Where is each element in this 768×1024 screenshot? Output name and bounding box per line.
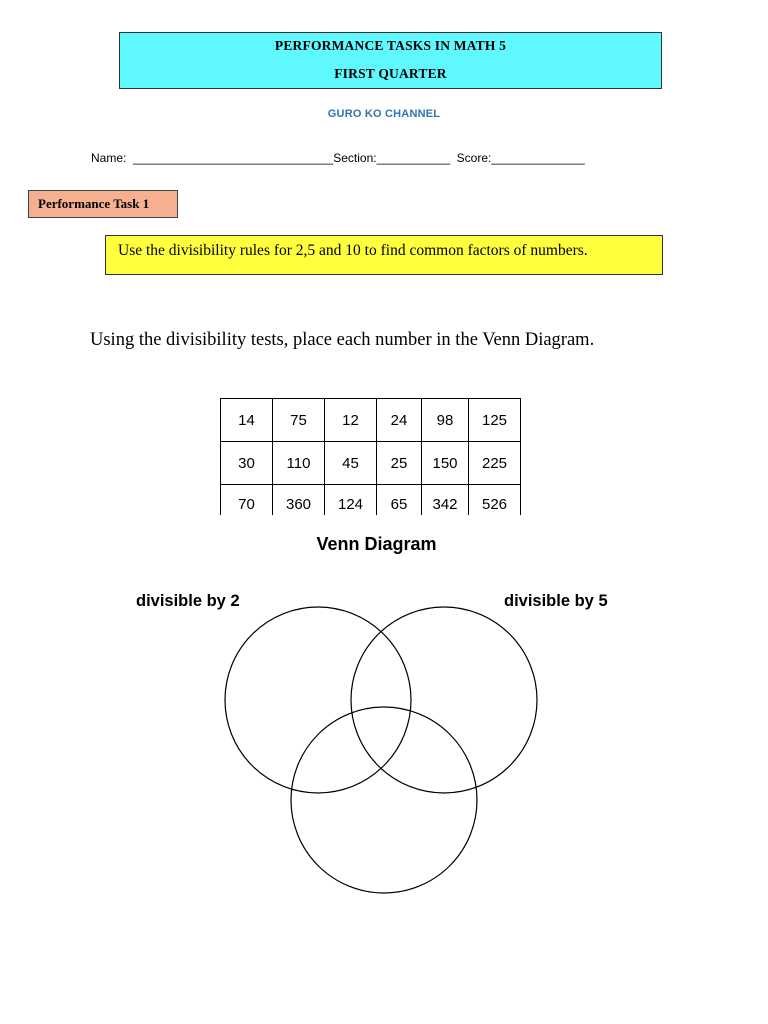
venn-circle-right <box>351 607 537 793</box>
instruction-box: Use the divisibility rules for 2,5 and 10 to find common factors of numbers. <box>105 235 663 275</box>
table-row <box>221 399 521 442</box>
table-cell: 12 <box>325 399 377 442</box>
table-cell: 150 <box>422 442 469 485</box>
table-cell: 75 <box>273 399 325 442</box>
table-cell: 30 <box>221 442 273 485</box>
task-label: Performance Task 1 <box>28 190 178 218</box>
numbers-table <box>220 398 521 515</box>
table-cell: 98 <box>422 399 469 442</box>
name-section-score-line: Name: ______________________________Section:___________ Score:______________ <box>91 151 585 165</box>
table-row <box>221 442 521 485</box>
header-box <box>119 32 662 89</box>
table-cell: 526 <box>469 485 521 516</box>
numbers-table-container <box>215 394 535 515</box>
table-cell: 124 <box>325 485 377 516</box>
directions-text: Using the divisibility tests, place each number in the Venn Diagram. <box>90 330 595 350</box>
table-cell: 125 <box>469 399 521 442</box>
channel-name: GURO KO CHANNEL <box>327 108 441 120</box>
header-title-line1: PERFORMANCE TASKS IN MATH 5 <box>274 38 507 53</box>
table-cell: 45 <box>325 442 377 485</box>
table-cell: 65 <box>377 485 422 516</box>
venn-title: Venn Diagram <box>316 534 437 554</box>
table-cell: 360 <box>273 485 325 516</box>
table-cell: 110 <box>273 442 325 485</box>
header-title-line2: FIRST QUARTER <box>334 66 447 81</box>
table-cell: 70 <box>221 485 273 516</box>
venn-circle-bottom <box>291 707 477 893</box>
table-cell: 24 <box>377 399 422 442</box>
venn-label-right: divisible by 5 <box>504 592 608 610</box>
table-cell: 225 <box>469 442 521 485</box>
venn-circle-left <box>225 607 411 793</box>
table-cell: 25 <box>377 442 422 485</box>
table-row <box>221 485 521 516</box>
table-cell: 342 <box>422 485 469 516</box>
venn-label-left: divisible by 2 <box>136 592 240 610</box>
table-cell: 14 <box>221 399 273 442</box>
